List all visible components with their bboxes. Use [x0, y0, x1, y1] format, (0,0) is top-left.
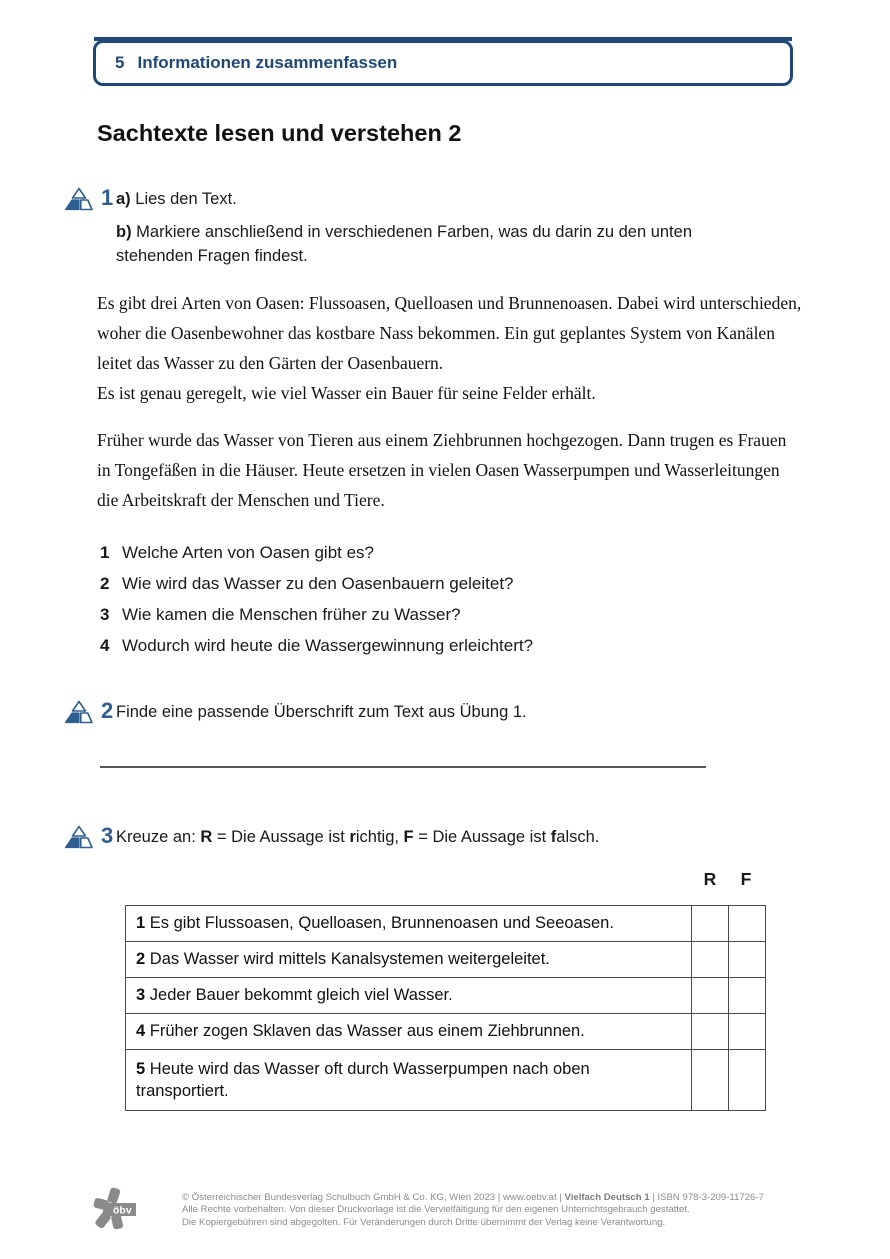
footer-line-2: Alle Rechte vorbehalten. Von dieser Druckvorlage ist die Vervielfältigung für den eigenen Unterrichtsgebrauch gestattet.	[182, 1204, 690, 1216]
reading-line: in Tongefäßen in die Häuser. Heute ersetzen in vielen Oasen Wasserpumpen und Wasserleitungen	[97, 460, 780, 480]
oebv-logo	[92, 1186, 142, 1241]
statement-cell: 5 Heute wird das Wasser oft durch Wasserpumpen nach oben transportiert.	[126, 1050, 692, 1111]
exercise-2-number: 2	[101, 698, 114, 723]
statements-table	[125, 905, 766, 1111]
reading-line: leitet das Wasser zu den Gärten der Oasenbauern.	[97, 353, 444, 373]
instruction-a-text: Lies den Text.	[135, 190, 237, 208]
reading-text	[97, 288, 807, 515]
instruction-a-label: a)	[116, 190, 131, 208]
exercise-3	[64, 824, 824, 854]
statement-cell: 3 Jeder Bauer bekommt gleich viel Wasser.	[126, 978, 692, 1014]
checkbox-r-row5[interactable]	[691, 1050, 728, 1111]
table-row	[126, 906, 766, 942]
reading-line: die Arbeitskraft der Menschen und Tiere.	[97, 490, 385, 510]
answer-line[interactable]	[100, 766, 706, 768]
table-row	[126, 1014, 766, 1050]
checkbox-r-row3[interactable]	[691, 978, 728, 1014]
oebv-logo-text: öbv	[113, 1204, 132, 1217]
checkbox-r-row4[interactable]	[691, 1014, 728, 1050]
checkbox-f-row1[interactable]	[728, 906, 765, 942]
reading-line: Es gibt drei Arten von Oasen: Flussoasen, Quelloasen und Brunnenoasen. Dabei wird unterschieden,	[97, 293, 802, 313]
reading-line: Früher wurde das Wasser von Tieren aus einem Ziehbrunnen hochgezogen. Dann trugen es Frauen	[97, 430, 787, 450]
chapter-header-box	[93, 40, 793, 86]
table-row	[126, 942, 766, 978]
checkbox-r-row1[interactable]	[691, 906, 728, 942]
checkbox-f-row4[interactable]	[728, 1014, 765, 1050]
checkbox-r-row2[interactable]	[691, 942, 728, 978]
chapter-number: 5	[115, 53, 125, 72]
instruction-b-line1: b) Markiere anschließend in verschiedenen Farben, was du darin zu den unten	[116, 222, 692, 241]
statement-cell: 1 Es gibt Flussoasen, Quelloasen, Brunnenoasen und Seeoasen.	[126, 906, 692, 942]
question-list	[100, 537, 800, 661]
footer-copyright	[182, 1192, 782, 1229]
column-header-f: F	[740, 869, 752, 889]
table-row	[126, 1050, 766, 1111]
footer-line-3: Die Kopiergebühren sind abgegolten. Für Veränderungen durch Dritte übernimmt der Verlag keine Verantwortung.	[182, 1216, 666, 1228]
table-row	[126, 978, 766, 1014]
checkbox-f-row2[interactable]	[728, 942, 765, 978]
pyramid-levels-icon	[64, 825, 94, 854]
instruction-b-line2: stehenden Fragen findest.	[116, 246, 308, 265]
footer-line-1: © Österreichischer Bundesverlag Schulbuch GmbH & Co. KG, Wien 2023 | www.oebv.at | Vielfach Deutsch 1 | ISBN 978-3-209-11726-7	[182, 1192, 764, 1203]
checkbox-f-row5[interactable]	[728, 1050, 765, 1111]
page-title: Sachtexte lesen und verstehen 2	[97, 120, 462, 146]
pyramid-levels-icon	[64, 187, 94, 216]
exercise-3-number: 3	[101, 823, 114, 848]
exercise-2-instruction: Finde eine passende Überschrift zum Text aus Übung 1.	[116, 703, 527, 721]
statement-cell: 4 Früher zogen Sklaven das Wasser aus einem Ziehbrunnen.	[126, 1014, 692, 1050]
question-item: 2 Wie wird das Wasser zu den Oasenbauern geleitet?	[100, 573, 514, 593]
exercise-3-instruction: Kreuze an: R = Die Aussage ist richtig, F = Die Aussage ist falsch.	[116, 828, 600, 846]
question-item: 4 Wodurch wird heute die Wassergewinnung erleichtert?	[100, 635, 534, 655]
reading-line: woher die Oasenbewohner das kostbare Nass bekommen. Ein gut geplantes System von Kanälen	[97, 323, 775, 343]
exercise-1-number: 1	[101, 185, 114, 210]
statement-cell: 2 Das Wasser wird mittels Kanalsystemen weitergeleitet.	[126, 942, 692, 978]
exercise-2	[64, 699, 824, 729]
reading-line: Es ist genau geregelt, wie viel Wasser ein Bauer für seine Felder erhält.	[97, 383, 596, 403]
chapter-label: Informationen zusammenfassen	[137, 53, 398, 72]
column-header-r: R	[703, 869, 717, 889]
checkbox-f-row3[interactable]	[728, 978, 765, 1014]
instruction-b-label: b)	[116, 222, 132, 241]
rf-column-headers	[692, 869, 764, 890]
instruction-a	[116, 188, 692, 212]
question-item: 1 Welche Arten von Oasen gibt es?	[100, 542, 375, 562]
question-item: 3 Wie kamen die Menschen früher zu Wasser?	[100, 604, 461, 624]
exercise-1	[64, 186, 824, 269]
pyramid-levels-icon	[64, 700, 94, 729]
